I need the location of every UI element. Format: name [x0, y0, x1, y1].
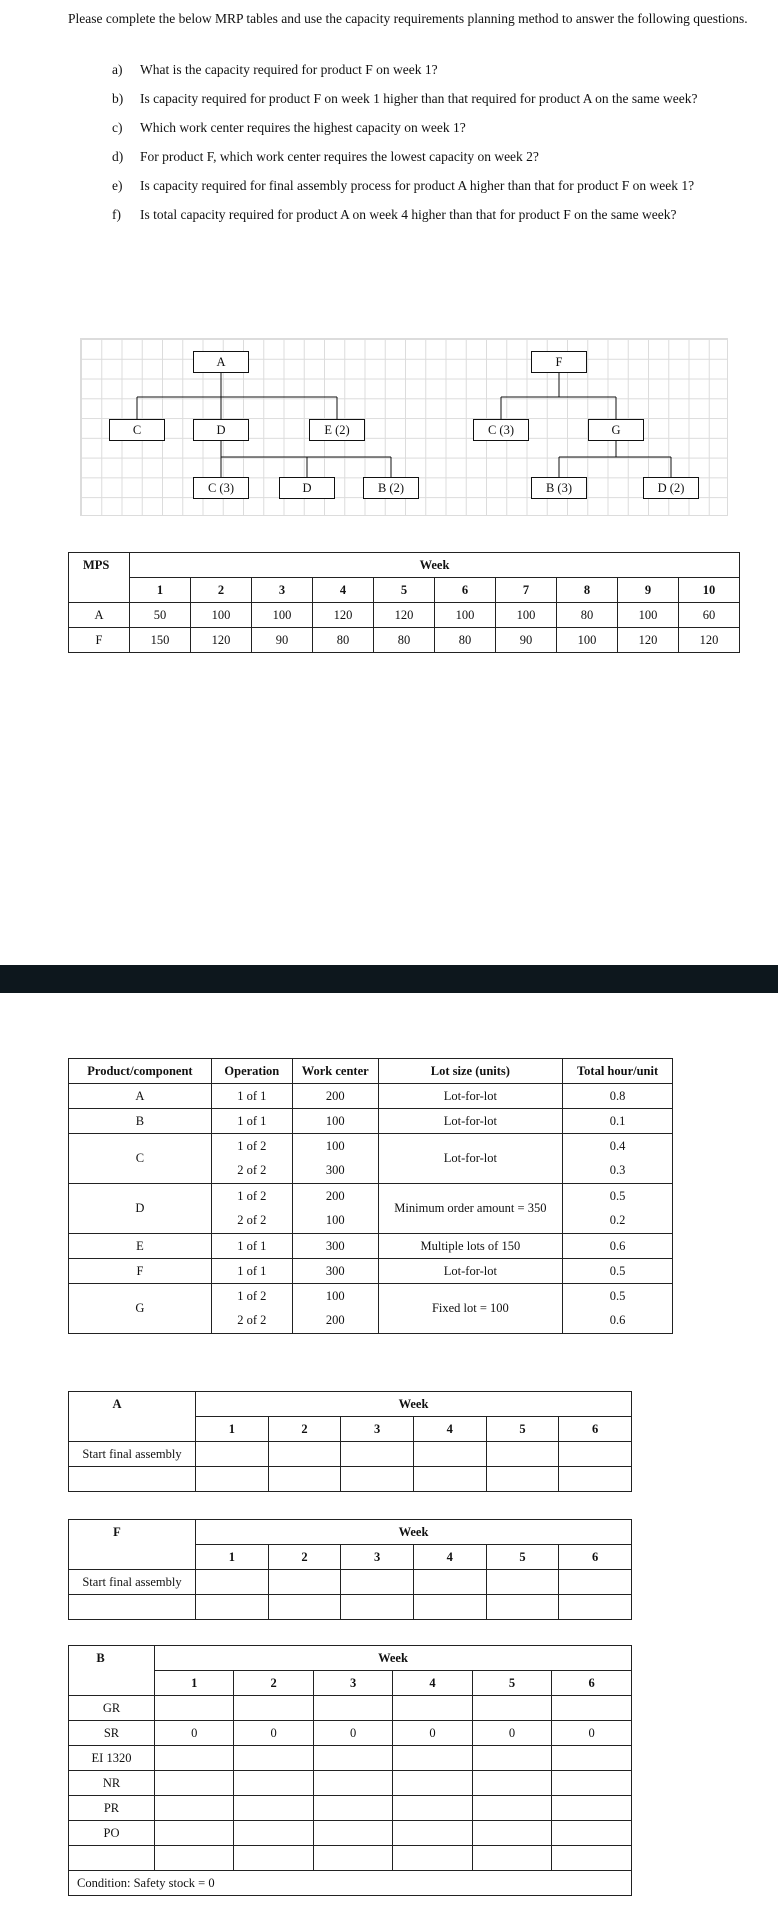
instructions-intro: Please complete the below MRP tables and use the capacity requirements planning method to answer the following questions. — [68, 11, 748, 26]
mrp-cell[interactable]: 0 — [393, 1721, 472, 1746]
question-label: f) — [112, 207, 121, 222]
page-divider-bar — [0, 965, 778, 993]
tree-node-C: C — [109, 419, 165, 441]
mrp-week-number: 2 — [234, 1671, 313, 1696]
schedule-input-cell[interactable] — [413, 1442, 486, 1467]
mps-value: 100 — [191, 603, 252, 628]
schedule-row — [69, 1570, 632, 1595]
mps-week-number: 2 — [191, 578, 252, 603]
mps-weeks-row — [69, 578, 740, 603]
mrp-cell[interactable] — [155, 1696, 234, 1721]
question-f — [112, 203, 752, 226]
mrp-cell[interactable]: 0 — [155, 1721, 234, 1746]
operations-lot: Lot-for-lot — [378, 1259, 563, 1284]
mrp-row-sr — [69, 1721, 632, 1746]
mrp-cell[interactable] — [313, 1846, 392, 1871]
mrp-cell[interactable] — [313, 1696, 392, 1721]
schedule-week-number: 1 — [196, 1417, 269, 1442]
operations-product: B — [69, 1109, 212, 1134]
operations-header: Work center — [292, 1059, 378, 1084]
mrp-cell[interactable] — [234, 1846, 313, 1871]
schedule-input-cell[interactable] — [559, 1570, 632, 1595]
question-text: Is capacity required for final assembly process for product A higher than that for product F on week 1? — [140, 178, 695, 193]
mps-row-A — [69, 603, 740, 628]
mrp-cell[interactable]: 0 — [472, 1721, 551, 1746]
mrp-cell[interactable] — [313, 1796, 392, 1821]
operations-product: A — [69, 1084, 212, 1109]
schedule-week-number: 4 — [413, 1417, 486, 1442]
schedule-week-number: 2 — [268, 1417, 341, 1442]
mps-product: F — [69, 628, 130, 653]
operations-product: F — [69, 1259, 212, 1284]
schedule-blank-cell — [69, 1545, 196, 1570]
mrp-item-label: B — [69, 1646, 155, 1671]
tree-node-D: D (2) — [643, 477, 699, 499]
question-text: Which work center requires the highest capacity on week 1? — [140, 120, 466, 135]
mrp-cell[interactable] — [472, 1746, 551, 1771]
operations-product: G — [69, 1284, 212, 1334]
mrp-cell[interactable] — [234, 1696, 313, 1721]
question-text: For product F, which work center requires the lowest capacity on week 2? — [140, 149, 539, 164]
schedule-input-cell[interactable] — [486, 1442, 559, 1467]
operations-header: Operation — [211, 1059, 292, 1084]
operations-product: D — [69, 1184, 212, 1234]
tree-node-F: F — [531, 351, 587, 373]
mrp-row-label: EI 1320 — [69, 1746, 155, 1771]
mrp-cell[interactable] — [155, 1821, 234, 1846]
mps-week-number: 4 — [313, 578, 374, 603]
mrp-row-label: PO — [69, 1821, 155, 1846]
mrp-condition: Condition: Safety stock = 0 — [69, 1871, 632, 1896]
schedule-input-cell[interactable] — [268, 1570, 341, 1595]
schedule-product-label: A — [69, 1392, 196, 1417]
schedule-row-label: Start final assembly — [69, 1442, 196, 1467]
operations-op: 1 of 2 — [211, 1284, 292, 1309]
schedule-input-cell[interactable] — [268, 1595, 341, 1620]
mrp-row-po — [69, 1821, 632, 1846]
question-text: Is capacity required for product F on week 1 higher than that required for product A on the same week? — [140, 91, 698, 106]
question-c — [112, 116, 752, 139]
schedule-input-cell[interactable] — [196, 1442, 269, 1467]
operations-wc: 300 — [292, 1159, 378, 1184]
operations-table — [68, 1058, 673, 1334]
tree-node-E: E (2) — [309, 419, 365, 441]
mrp-cell[interactable] — [472, 1796, 551, 1821]
operations-op: 1 of 2 — [211, 1134, 292, 1159]
schedule-input-cell[interactable] — [559, 1595, 632, 1620]
schedule-input-cell[interactable] — [486, 1595, 559, 1620]
operations-header-row — [69, 1059, 673, 1084]
mps-value: 100 — [252, 603, 313, 628]
operations-wc: 200 — [292, 1184, 378, 1209]
schedule-weeks-row — [69, 1417, 632, 1442]
mrp-row-ei — [69, 1746, 632, 1771]
mps-week-label: Week — [130, 553, 740, 578]
mrp-week-number: 4 — [393, 1671, 472, 1696]
schedule-week-number: 3 — [341, 1417, 414, 1442]
operations-lot: Lot-for-lot — [378, 1084, 563, 1109]
mrp-cell[interactable] — [313, 1771, 392, 1796]
mrp-week-number: 6 — [552, 1671, 632, 1696]
mrp-condition-row — [69, 1871, 632, 1896]
schedule-week-number: 6 — [559, 1417, 632, 1442]
operations-wc: 300 — [292, 1234, 378, 1259]
mrp-row-gr — [69, 1696, 632, 1721]
mrp-blank-cell — [69, 1671, 155, 1696]
mps-value: 50 — [130, 603, 191, 628]
mrp-cell[interactable] — [313, 1746, 392, 1771]
question-d — [112, 145, 752, 168]
operations-hours: 0.5 — [563, 1259, 673, 1284]
mps-value: 100 — [496, 603, 557, 628]
operations-wc: 100 — [292, 1284, 378, 1309]
schedule-week-number: 2 — [268, 1545, 341, 1570]
mrp-cell[interactable] — [155, 1771, 234, 1796]
product-structure-diagram — [80, 338, 728, 516]
mps-table — [68, 552, 740, 653]
schedule-input-cell[interactable] — [559, 1467, 632, 1492]
tree-node-D: D — [193, 419, 249, 441]
operations-wc: 200 — [292, 1309, 378, 1334]
mps-week-number: 8 — [557, 578, 618, 603]
mrp-cell[interactable] — [393, 1846, 472, 1871]
question-list — [112, 58, 752, 232]
mrp-cell[interactable]: 0 — [313, 1721, 392, 1746]
schedule-input-cell[interactable] — [341, 1442, 414, 1467]
schedule-week-number: 6 — [559, 1545, 632, 1570]
question-label: d) — [112, 149, 124, 164]
schedule-header-row — [69, 1392, 632, 1417]
tree-node-D: D — [279, 477, 335, 499]
mrp-cell[interactable]: 0 — [234, 1721, 313, 1746]
mrp-cell[interactable] — [472, 1821, 551, 1846]
tree-node-C: C (3) — [193, 477, 249, 499]
mrp-row-label: PR — [69, 1796, 155, 1821]
mps-week-number: 7 — [496, 578, 557, 603]
mrp-week-label: Week — [155, 1646, 632, 1671]
schedule-blank-cell — [69, 1595, 196, 1620]
mrp-cell[interactable] — [552, 1796, 632, 1821]
operations-wc: 300 — [292, 1259, 378, 1284]
operations-op: 2 of 2 — [211, 1209, 292, 1234]
mrp-row-label: GR — [69, 1696, 155, 1721]
mrp-cell[interactable] — [552, 1746, 632, 1771]
operations-hours: 0.5 — [563, 1184, 673, 1209]
schedule-weeks-row — [69, 1545, 632, 1570]
mps-value: 80 — [313, 628, 374, 653]
mrp-cell[interactable] — [552, 1696, 632, 1721]
schedule-input-cell[interactable] — [559, 1442, 632, 1467]
schedule-week-number: 5 — [486, 1417, 559, 1442]
schedule-input-cell[interactable] — [413, 1570, 486, 1595]
mps-value: 120 — [679, 628, 740, 653]
operations-lot: Lot-for-lot — [378, 1109, 563, 1134]
mrp-week-number: 1 — [155, 1671, 234, 1696]
mps-value: 80 — [557, 603, 618, 628]
question-label: e) — [112, 178, 123, 193]
question-label: c) — [112, 120, 123, 135]
operations-row — [69, 1259, 673, 1284]
mps-row-F — [69, 628, 740, 653]
operations-header: Lot size (units) — [378, 1059, 563, 1084]
mps-value: 120 — [313, 603, 374, 628]
question-label: b) — [112, 91, 124, 106]
operations-header: Total hour/unit — [563, 1059, 673, 1084]
mrp-row-blank — [69, 1846, 632, 1871]
tree-node-A: A — [193, 351, 249, 373]
mps-value: 120 — [618, 628, 679, 653]
operations-hours: 0.1 — [563, 1109, 673, 1134]
schedule-header-row — [69, 1520, 632, 1545]
schedule-week-number: 5 — [486, 1545, 559, 1570]
operations-row — [69, 1234, 673, 1259]
operations-hours: 0.3 — [563, 1159, 673, 1184]
mrp-cell[interactable] — [393, 1771, 472, 1796]
schedule-row — [69, 1595, 632, 1620]
operations-op: 1 of 2 — [211, 1184, 292, 1209]
question-text: What is the capacity required for product F on week 1? — [140, 62, 438, 77]
mrp-row-pr — [69, 1796, 632, 1821]
tree-node-B: B (3) — [531, 477, 587, 499]
mrp-cell[interactable] — [552, 1821, 632, 1846]
mps-value: 80 — [435, 628, 496, 653]
schedule-input-cell[interactable] — [341, 1570, 414, 1595]
operations-op: 1 of 1 — [211, 1259, 292, 1284]
schedule-input-cell[interactable] — [268, 1442, 341, 1467]
question-text: Is total capacity required for product A on week 4 higher than that for product F on the same week? — [140, 207, 677, 222]
mrp-row-nr — [69, 1771, 632, 1796]
mps-blank-cell — [69, 578, 130, 603]
mrp-cell[interactable] — [472, 1771, 551, 1796]
mps-week-number: 5 — [374, 578, 435, 603]
mps-value: 120 — [374, 603, 435, 628]
mps-week-number: 3 — [252, 578, 313, 603]
schedule-week-number: 4 — [413, 1545, 486, 1570]
schedule-week-label: Week — [196, 1520, 632, 1545]
schedule-product-label: F — [69, 1520, 196, 1545]
mrp-cell[interactable] — [472, 1846, 551, 1871]
mps-value: 90 — [252, 628, 313, 653]
mrp-cell[interactable] — [313, 1821, 392, 1846]
mrp-cell[interactable] — [472, 1696, 551, 1721]
schedule-table-F — [68, 1519, 632, 1620]
mrp-cell[interactable] — [155, 1846, 234, 1871]
operations-op: 2 of 2 — [211, 1159, 292, 1184]
mps-week-number: 10 — [679, 578, 740, 603]
operations-product: E — [69, 1234, 212, 1259]
operations-wc: 100 — [292, 1209, 378, 1234]
mps-value: 80 — [374, 628, 435, 653]
mrp-cell[interactable] — [234, 1796, 313, 1821]
operations-op: 2 of 2 — [211, 1309, 292, 1334]
schedule-input-cell[interactable] — [196, 1570, 269, 1595]
schedule-row-label: Start final assembly — [69, 1570, 196, 1595]
schedule-week-number: 3 — [341, 1545, 414, 1570]
schedule-week-label: Week — [196, 1392, 632, 1417]
mrp-cell[interactable] — [552, 1846, 632, 1871]
mps-value: 100 — [618, 603, 679, 628]
question-a — [112, 58, 752, 81]
schedule-blank-cell — [69, 1467, 196, 1492]
mrp-cell[interactable] — [234, 1821, 313, 1846]
mps-week-number: 9 — [618, 578, 679, 603]
question-b — [112, 87, 752, 110]
question-label: a) — [112, 62, 123, 77]
mrp-blank-cell — [69, 1846, 155, 1871]
operations-row — [69, 1184, 673, 1209]
operations-lot: Multiple lots of 150 — [378, 1234, 563, 1259]
mrp-row-label: SR — [69, 1721, 155, 1746]
mrp-week-number: 3 — [313, 1671, 392, 1696]
operations-row — [69, 1134, 673, 1159]
operations-op: 1 of 1 — [211, 1234, 292, 1259]
operations-hours: 0.6 — [563, 1234, 673, 1259]
schedule-input-cell[interactable] — [196, 1467, 269, 1492]
mps-value: 150 — [130, 628, 191, 653]
operations-lot: Minimum order amount = 350 — [378, 1184, 563, 1234]
tree-node-B: B (2) — [363, 477, 419, 499]
operations-hours: 0.5 — [563, 1284, 673, 1309]
mrp-weeks-row — [69, 1671, 632, 1696]
mps-value: 120 — [191, 628, 252, 653]
mps-week-number: 6 — [435, 578, 496, 603]
schedule-week-number: 1 — [196, 1545, 269, 1570]
schedule-row — [69, 1442, 632, 1467]
mrp-cell[interactable] — [393, 1746, 472, 1771]
mps-value: 90 — [496, 628, 557, 653]
mps-product: A — [69, 603, 130, 628]
mps-value: 100 — [557, 628, 618, 653]
operations-hours: 0.2 — [563, 1209, 673, 1234]
mrp-cell[interactable] — [393, 1696, 472, 1721]
schedule-blank-cell — [69, 1417, 196, 1442]
schedule-input-cell[interactable] — [196, 1595, 269, 1620]
mrp-header-row — [69, 1646, 632, 1671]
schedule-table-A — [68, 1391, 632, 1492]
operations-op: 1 of 1 — [211, 1109, 292, 1134]
operations-row — [69, 1284, 673, 1309]
mrp-cell[interactable] — [155, 1746, 234, 1771]
schedule-input-cell[interactable] — [486, 1467, 559, 1492]
mrp-cell[interactable] — [234, 1746, 313, 1771]
operations-op: 1 of 1 — [211, 1084, 292, 1109]
operations-wc: 100 — [292, 1134, 378, 1159]
mps-week-number: 1 — [130, 578, 191, 603]
schedule-row — [69, 1467, 632, 1492]
mps-value: 60 — [679, 603, 740, 628]
operations-hours: 0.6 — [563, 1309, 673, 1334]
tree-node-C: C (3) — [473, 419, 529, 441]
operations-header: Product/component — [69, 1059, 212, 1084]
mps-header-row — [69, 553, 740, 578]
mrp-week-number: 5 — [472, 1671, 551, 1696]
operations-wc: 100 — [292, 1109, 378, 1134]
schedule-input-cell[interactable] — [486, 1570, 559, 1595]
operations-hours: 0.4 — [563, 1134, 673, 1159]
tree-node-G: G — [588, 419, 644, 441]
mrp-cell[interactable]: 0 — [552, 1721, 632, 1746]
mps-corner-label: MPS — [69, 553, 130, 578]
operations-lot: Lot-for-lot — [378, 1134, 563, 1184]
operations-wc: 200 — [292, 1084, 378, 1109]
question-e — [112, 174, 752, 197]
mrp-table-B — [68, 1645, 632, 1896]
schedule-input-cell[interactable] — [268, 1467, 341, 1492]
mrp-row-label: NR — [69, 1771, 155, 1796]
operations-row — [69, 1084, 673, 1109]
operations-hours: 0.8 — [563, 1084, 673, 1109]
operations-row — [69, 1109, 673, 1134]
mrp-cell[interactable] — [155, 1796, 234, 1821]
schedule-input-cell[interactable] — [413, 1467, 486, 1492]
schedule-input-cell[interactable] — [413, 1595, 486, 1620]
mps-value: 100 — [435, 603, 496, 628]
operations-product: C — [69, 1134, 212, 1184]
mrp-cell[interactable] — [393, 1821, 472, 1846]
operations-lot: Fixed lot = 100 — [378, 1284, 563, 1334]
mrp-cell[interactable] — [234, 1771, 313, 1796]
schedule-input-cell[interactable] — [341, 1467, 414, 1492]
mrp-cell[interactable] — [393, 1796, 472, 1821]
mrp-cell[interactable] — [552, 1771, 632, 1796]
schedule-input-cell[interactable] — [341, 1595, 414, 1620]
